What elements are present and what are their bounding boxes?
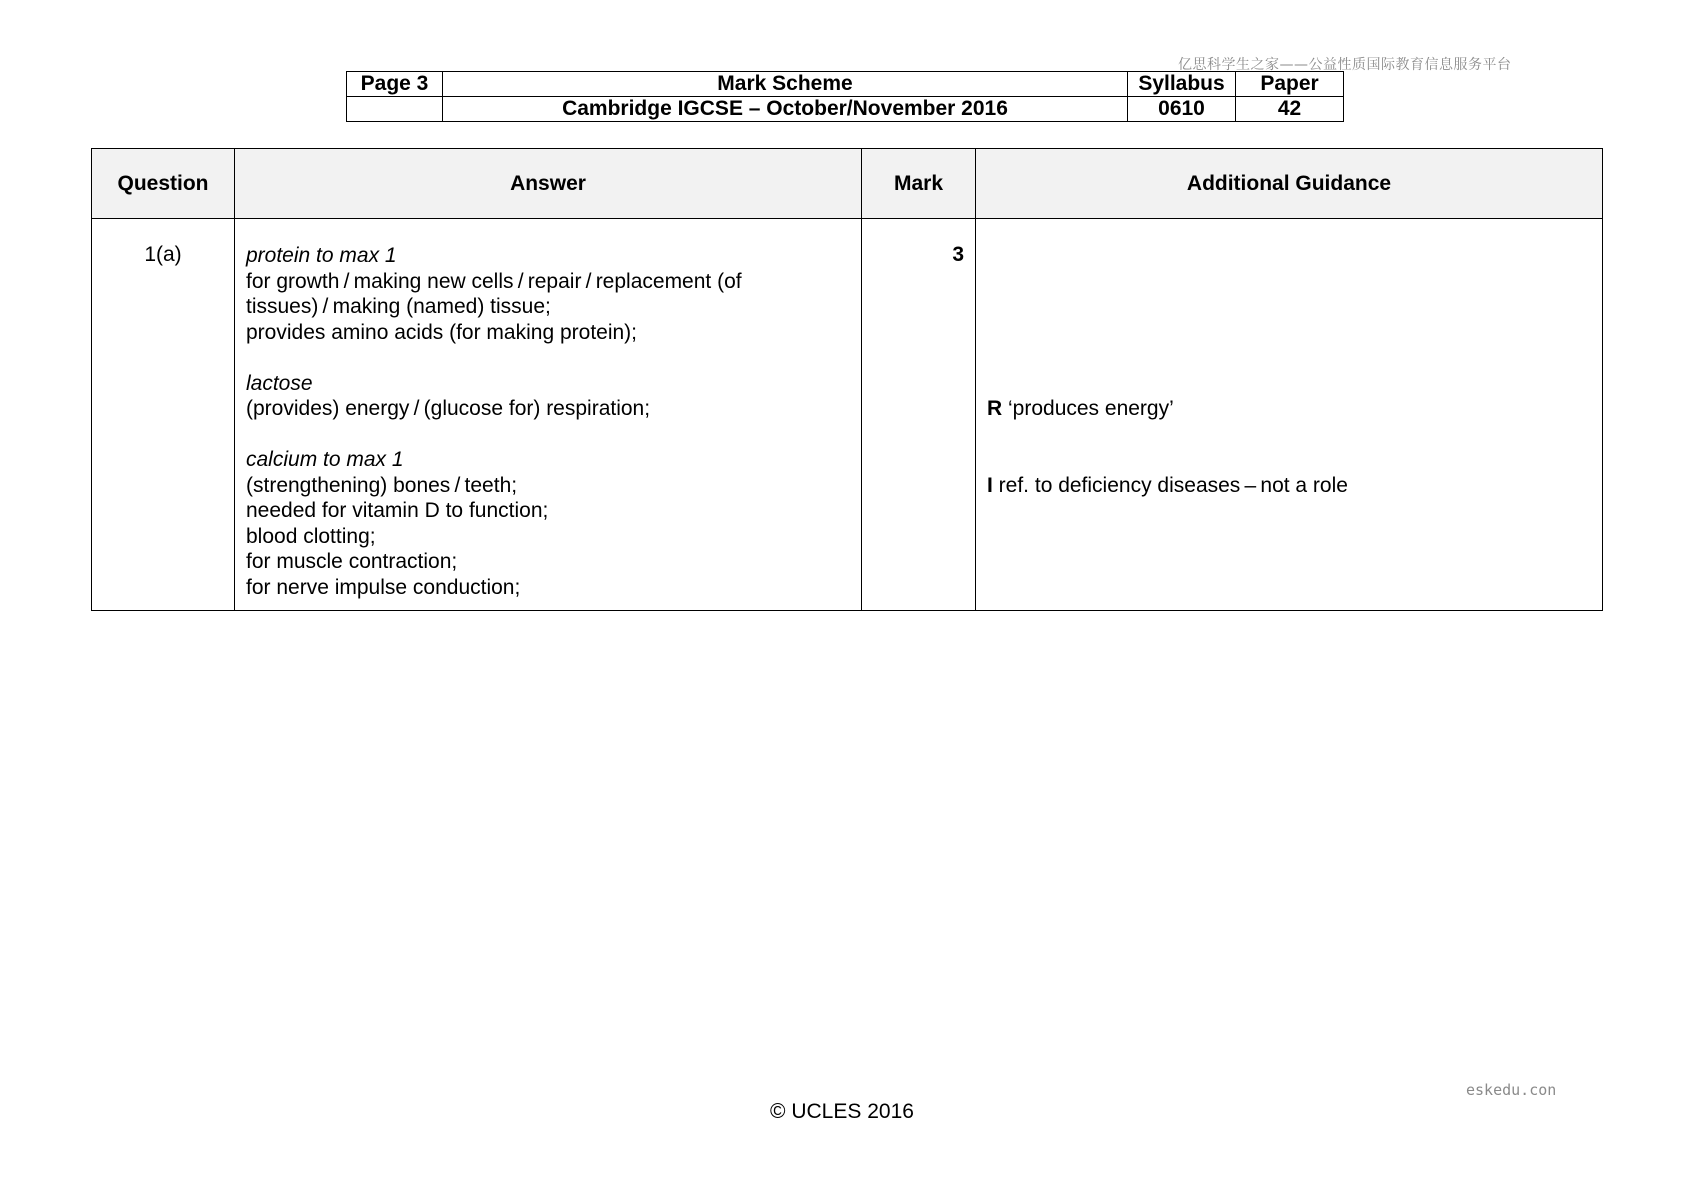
guidance-ignore-text: ref. to deficiency diseases – not a role (992, 473, 1348, 497)
calcium-line-3: blood clotting; (246, 524, 376, 548)
guidance-reject (987, 396, 1592, 422)
header-exam: Cambridge IGCSE – October/November 2016 (443, 97, 1128, 122)
mark-scheme-table (91, 148, 1603, 611)
lactose-line-1: (provides) energy / (glucose for) respiration; (246, 397, 651, 420)
column-header-question: Question (92, 149, 235, 219)
calcium-line-4: for muscle contraction; (246, 550, 458, 573)
guidance-reject-text: ‘produces energy’ (1002, 397, 1174, 420)
header-syllabus: 0610 (1128, 97, 1236, 122)
footer-copyright: © UCLES 2016 (770, 1100, 914, 1123)
guidance-reject-prefix: R (987, 397, 1003, 420)
guidance-ignore-prefix: I (987, 473, 993, 497)
column-header-guidance: Additional Guidance (976, 149, 1603, 219)
guidance-cell (976, 219, 1603, 611)
watermark-top: 亿思科学生之家——公益性质国际教育信息服务平台 (1178, 57, 1512, 73)
calcium-line-5: for nerve impulse conduction; (246, 575, 521, 599)
column-header-mark: Mark (862, 149, 976, 219)
column-header-answer: Answer (235, 149, 862, 219)
table-row (92, 219, 1603, 611)
question-number: 1(a) (92, 219, 235, 611)
table-header-row (92, 149, 1603, 219)
header-paper-label: Paper (1236, 72, 1344, 97)
protein-line-3: provides amino acids (for making protein); (246, 320, 638, 344)
protein-line-2: tissues) / making (named) tissue; (246, 295, 551, 318)
header-syllabus-label: Syllabus (1128, 72, 1236, 97)
guidance-ignore (987, 473, 1592, 499)
protein-heading: protein to max 1 (246, 244, 397, 267)
calcium-heading: calcium to max 1 (246, 448, 404, 471)
watermark-bottom: eskedu.con (1466, 1081, 1557, 1099)
answer-cell (235, 219, 862, 611)
header-page: Page 3 (347, 72, 443, 97)
lactose-heading: lactose (246, 371, 313, 395)
header-paper: 42 (1236, 97, 1344, 122)
mark-value: 3 (862, 219, 976, 611)
calcium-line-2: needed for vitamin D to function; (246, 499, 549, 522)
header-title: Mark Scheme (443, 72, 1128, 97)
header-empty-cell (347, 97, 443, 122)
header-table (346, 71, 1344, 122)
protein-line-1: for growth / making new cells / repair / replacement (of (246, 269, 742, 293)
calcium-line-1: (strengthening) bones / teeth; (246, 473, 518, 497)
